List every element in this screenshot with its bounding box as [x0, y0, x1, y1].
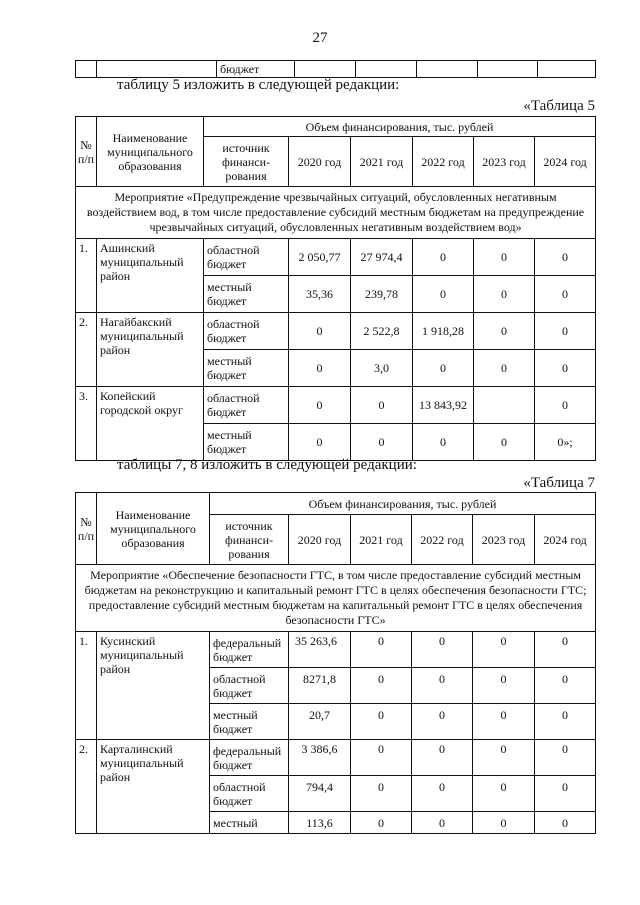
value-cell: 0 — [535, 776, 596, 812]
header-volume: Объем финансирования, тыс. рублей — [210, 493, 596, 515]
fragment-cell — [417, 61, 478, 78]
value-cell: 0 — [535, 350, 596, 387]
municipality-name: Ашинский муниципальный район — [97, 239, 204, 313]
source-cell: областной бюджет — [210, 776, 289, 812]
row-num: 2. — [76, 740, 97, 834]
value-cell: 0 — [289, 387, 351, 424]
table-5 — [75, 116, 596, 461]
source-cell: местный бюджет — [204, 276, 289, 313]
value-cell: 0 — [351, 776, 412, 812]
header-year: 2022 год — [413, 137, 474, 187]
header-year: 2021 год — [351, 137, 413, 187]
value-cell: 0 — [473, 668, 535, 704]
fragment-cell — [295, 61, 356, 78]
value-cell: 0 — [351, 740, 412, 776]
value-cell: 0 — [473, 704, 535, 740]
header-source: источник финанси-рования — [204, 137, 289, 187]
table-7 — [75, 492, 596, 834]
value-cell: 0 — [289, 424, 351, 461]
header-year: 2022 год — [412, 515, 473, 565]
value-cell: 0 — [412, 632, 473, 668]
row-num: 2. — [76, 313, 97, 387]
value-cell: 0 — [535, 704, 596, 740]
source-cell: областной бюджет — [210, 668, 289, 704]
value-cell: 0 — [535, 313, 596, 350]
source-cell: местный бюджет — [204, 424, 289, 461]
header-year: 2024 год — [535, 137, 596, 187]
paragraph-table5-intro: таблицу 5 изложить в следующей редакции: — [117, 77, 400, 93]
value-cell: 0 — [412, 812, 473, 834]
header-num: № п/п — [76, 117, 97, 187]
fragment-cell — [97, 61, 217, 78]
value-cell: 0 — [535, 740, 596, 776]
value-cell: 0 — [535, 239, 596, 276]
value-cell: 0 — [535, 632, 596, 668]
value-cell: 0 — [473, 776, 535, 812]
header-volume: Объем финансирования, тыс. рублей — [204, 117, 596, 137]
source-cell: местный бюджет — [210, 704, 289, 740]
value-cell: 35 263,6 — [289, 632, 351, 668]
header-name: Наименование муниципального образования — [97, 493, 210, 565]
source-cell: федеральный бюджет — [210, 632, 289, 668]
value-cell: 0 — [412, 668, 473, 704]
value-cell: 0 — [351, 668, 412, 704]
value-cell: 0 — [413, 276, 474, 313]
value-cell: 1 918,28 — [413, 313, 474, 350]
header-year: 2024 год — [535, 515, 596, 565]
event-row: Мероприятие «Обеспечение безопасности ГТС, в том числе предоставление субсидий местным бюджетам на реконструкцию и капитальный ремонт ГТС в целях обеспечения безопасности ГТС; предоставление субсидий местным бюджетам на капитальный ремонт ГТС в целях обеспечения безопасности ГТС» — [76, 565, 596, 632]
table5-label: «Таблица 5 — [523, 98, 595, 114]
fragment-source-cell: бюджет — [217, 61, 295, 78]
header-year: 2023 год — [474, 137, 535, 187]
value-cell: 0 — [413, 239, 474, 276]
header-source: источник финанси-рования — [210, 515, 289, 565]
fragment-cell — [356, 61, 417, 78]
value-cell: 0 — [473, 812, 535, 834]
value-cell: 239,78 — [351, 276, 413, 313]
value-cell: 0 — [474, 424, 535, 461]
value-cell: 0 — [535, 276, 596, 313]
header-year: 2020 год — [289, 515, 351, 565]
source-cell: местный — [210, 812, 289, 834]
value-cell: 0 — [413, 350, 474, 387]
value-cell: 0 — [535, 668, 596, 704]
municipality-name: Карталинский муниципальный район — [97, 740, 210, 834]
value-cell: 2 050,77 — [289, 239, 351, 276]
value-cell: 0 — [289, 350, 351, 387]
value-cell: 0 — [473, 740, 535, 776]
value-cell: 20,7 — [289, 704, 351, 740]
value-cell: 0 — [351, 632, 412, 668]
value-cell: 113,6 — [289, 812, 351, 834]
row-num: 1. — [76, 239, 97, 313]
value-cell: 0 — [535, 387, 596, 424]
municipality-name: Нагайбакский муниципальный район — [97, 313, 204, 387]
fragment-cell — [478, 61, 538, 78]
page-number: 27 — [312, 30, 328, 46]
source-cell: областной бюджет — [204, 239, 289, 276]
source-cell: местный бюджет — [204, 350, 289, 387]
table7-label: «Таблица 7 — [523, 475, 595, 491]
source-cell: областной бюджет — [204, 313, 289, 350]
municipality-name: Кусинский муниципальный район — [97, 632, 210, 740]
value-cell: 0 — [412, 704, 473, 740]
value-cell: 0 — [474, 276, 535, 313]
header-year: 2021 год — [351, 515, 412, 565]
value-cell: 3 386,6 — [289, 740, 351, 776]
value-cell: 0 — [474, 239, 535, 276]
value-cell: 0 — [473, 632, 535, 668]
row-num: 1. — [76, 632, 97, 740]
value-cell: 0 — [474, 313, 535, 350]
previous-table-fragment — [75, 60, 596, 78]
value-cell: 0 — [289, 313, 351, 350]
event-row: Мероприятие «Предупреждение чрезвычайных ситуаций, обусловленных негативным воздействием вод, в том числе предоставление субсидий местным бюджетам на предупреждение чрезвычайных ситуаций, обусловленных негативным воздействием вод» — [76, 187, 596, 239]
value-cell: 0»; — [535, 424, 596, 461]
source-cell: областной бюджет — [204, 387, 289, 424]
value-cell: 13 843,92 — [413, 387, 474, 424]
value-cell: 0 — [351, 387, 413, 424]
value-cell: 2 522,8 — [351, 313, 413, 350]
header-name: Наименование муниципального образования — [97, 117, 204, 187]
value-cell: 794,4 — [289, 776, 351, 812]
row-num: 3. — [76, 387, 97, 461]
value-cell: 0 — [412, 740, 473, 776]
municipality-name: Копейский городской округ — [97, 387, 204, 461]
paragraph-table7-intro: таблицы 7, 8 изложить в следующей редакции: — [117, 457, 417, 473]
value-cell: 0 — [351, 704, 412, 740]
fragment-cell — [76, 61, 97, 78]
value-cell: 0 — [412, 776, 473, 812]
value-cell: 3,0 — [351, 350, 413, 387]
value-cell: 0 — [351, 812, 412, 834]
header-year: 2020 год — [289, 137, 351, 187]
fragment-cell — [538, 61, 596, 78]
value-cell: 8271,8 — [289, 668, 351, 704]
header-num: № п/п — [76, 493, 97, 565]
header-year: 2023 год — [473, 515, 535, 565]
value-cell: 0 — [351, 424, 413, 461]
value-cell: 35,36 — [289, 276, 351, 313]
value-cell: 27 974,4 — [351, 239, 413, 276]
value-cell: 0 — [535, 812, 596, 834]
value-cell — [474, 387, 535, 424]
value-cell: 0 — [413, 424, 474, 461]
source-cell: федеральный бюджет — [210, 740, 289, 776]
value-cell: 0 — [474, 350, 535, 387]
